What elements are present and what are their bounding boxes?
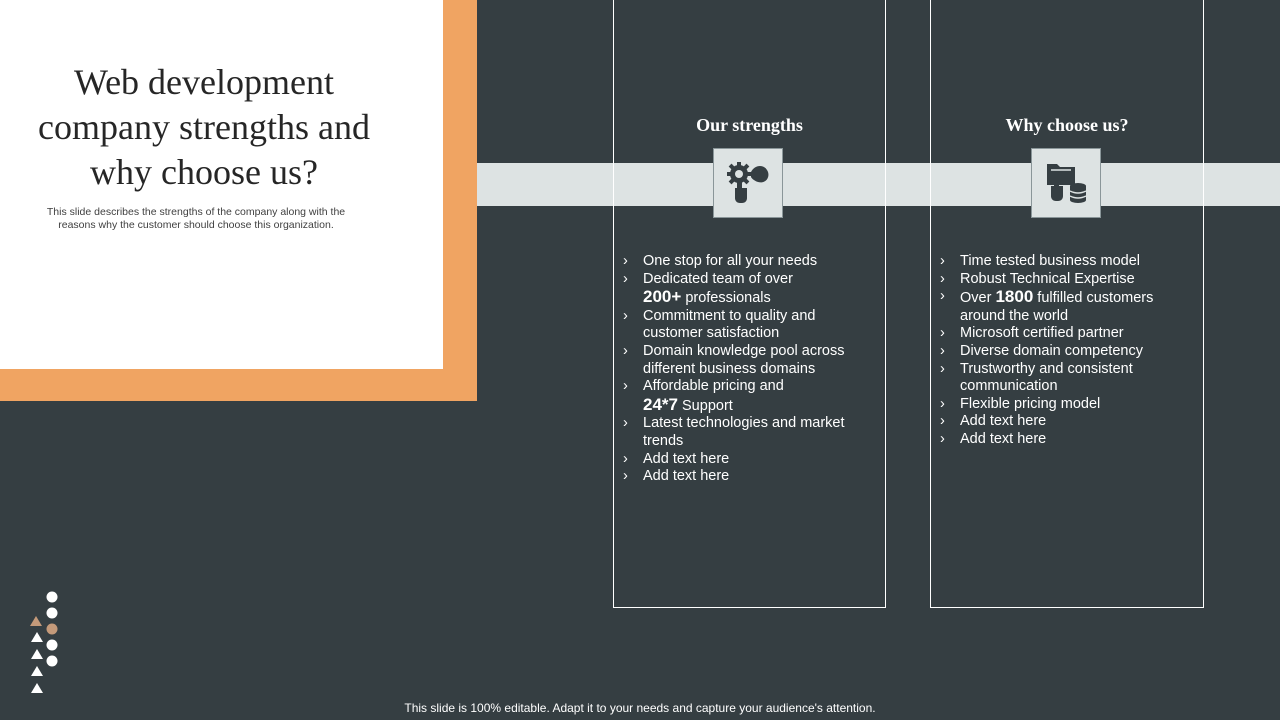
chevron-right-icon: › bbox=[623, 378, 628, 395]
chevron-right-icon: › bbox=[623, 415, 628, 432]
chevron-right-icon: › bbox=[623, 450, 628, 467]
strengths-heading: Our strengths bbox=[696, 115, 803, 135]
list-item bbox=[940, 413, 1195, 431]
list-item bbox=[940, 253, 1195, 271]
slide-subtitle: This slide describes the strengths of the company along with the reasons why the customer should choose this organization. bbox=[46, 206, 346, 231]
highlight-number: 24*7 bbox=[643, 394, 678, 414]
list-item bbox=[623, 343, 877, 378]
chevron-right-icon: › bbox=[940, 430, 945, 447]
list-item-text: Microsoft certified partner bbox=[960, 325, 1124, 342]
list-item-text: Diverse domain competency bbox=[960, 342, 1143, 359]
list-item-text: One stop for all your needs bbox=[643, 253, 818, 269]
list-item-text: Support bbox=[677, 397, 733, 414]
list-item-text: Add text here bbox=[960, 430, 1047, 447]
list-item-text: Affordable pricing and bbox=[643, 378, 784, 395]
list-item bbox=[940, 271, 1195, 289]
why-choose-heading: Why choose us? bbox=[1005, 115, 1129, 135]
chevron-right-icon: › bbox=[623, 342, 628, 359]
list-item-text: Latest technologies and market trends bbox=[643, 415, 845, 449]
highlight-number: 1800 bbox=[995, 287, 1034, 307]
list-item-text: Commitment to quality and customer satisfaction bbox=[643, 307, 816, 342]
strengths-icon-box bbox=[713, 148, 783, 218]
list-item-text: Over bbox=[960, 290, 996, 307]
why-choose-icon-box bbox=[1031, 148, 1101, 218]
list-item bbox=[623, 308, 877, 343]
list-item bbox=[940, 396, 1195, 414]
list-item-text: Dedicated team of over bbox=[643, 270, 793, 287]
folder-database-hand-icon bbox=[1043, 160, 1089, 206]
list-item bbox=[940, 431, 1195, 449]
list-item bbox=[940, 325, 1195, 343]
strength-gear-hand-icon bbox=[725, 160, 771, 206]
why-choose-column bbox=[930, 0, 1204, 608]
chevron-right-icon: › bbox=[623, 270, 628, 287]
list-item-text: Flexible pricing model bbox=[960, 395, 1101, 412]
footer-note: This slide is 100% editable. Adapt it to your needs and capture your audience's attention. bbox=[404, 701, 876, 715]
list-item-text: Time tested business model bbox=[960, 253, 1140, 269]
list-item bbox=[623, 468, 877, 486]
chevron-right-icon: › bbox=[940, 342, 945, 359]
chevron-right-icon: › bbox=[623, 253, 628, 269]
list-item bbox=[940, 288, 1195, 325]
why-choose-list bbox=[940, 253, 1195, 449]
list-item bbox=[623, 415, 877, 450]
chevron-right-icon: › bbox=[940, 253, 945, 269]
list-item bbox=[623, 451, 877, 469]
highlight-number: 200+ bbox=[643, 287, 682, 307]
chevron-right-icon: › bbox=[940, 325, 945, 342]
chevron-right-icon: › bbox=[940, 288, 945, 305]
list-item bbox=[623, 271, 877, 308]
decorative-shapes bbox=[28, 588, 68, 698]
list-item bbox=[940, 361, 1195, 396]
list-item-text: Add text here bbox=[643, 450, 730, 467]
list-item-text: Trustworthy and consistent communication bbox=[960, 360, 1133, 395]
chevron-right-icon: › bbox=[940, 360, 945, 377]
chevron-right-icon: › bbox=[940, 395, 945, 412]
slide-title: Web development company strengths and why choose us? bbox=[38, 62, 370, 192]
strengths-column bbox=[613, 0, 886, 608]
list-item-text: Add text here bbox=[960, 413, 1047, 430]
title-panel bbox=[0, 0, 443, 369]
list-item bbox=[623, 378, 877, 415]
list-item-text: Add text here bbox=[643, 468, 730, 485]
strengths-list bbox=[623, 253, 877, 486]
list-item-text: fulfilled customers around the world bbox=[960, 290, 1154, 324]
chevron-right-icon: › bbox=[623, 307, 628, 324]
chevron-right-icon: › bbox=[623, 468, 628, 485]
chevron-right-icon: › bbox=[940, 413, 945, 430]
list-item bbox=[623, 253, 877, 271]
list-item-text: Domain knowledge pool across different business domains bbox=[643, 342, 845, 377]
chevron-right-icon: › bbox=[940, 270, 945, 287]
list-item-text: professionals bbox=[681, 290, 771, 307]
list-item-text: Robust Technical Expertise bbox=[960, 270, 1135, 287]
list-item bbox=[940, 343, 1195, 361]
